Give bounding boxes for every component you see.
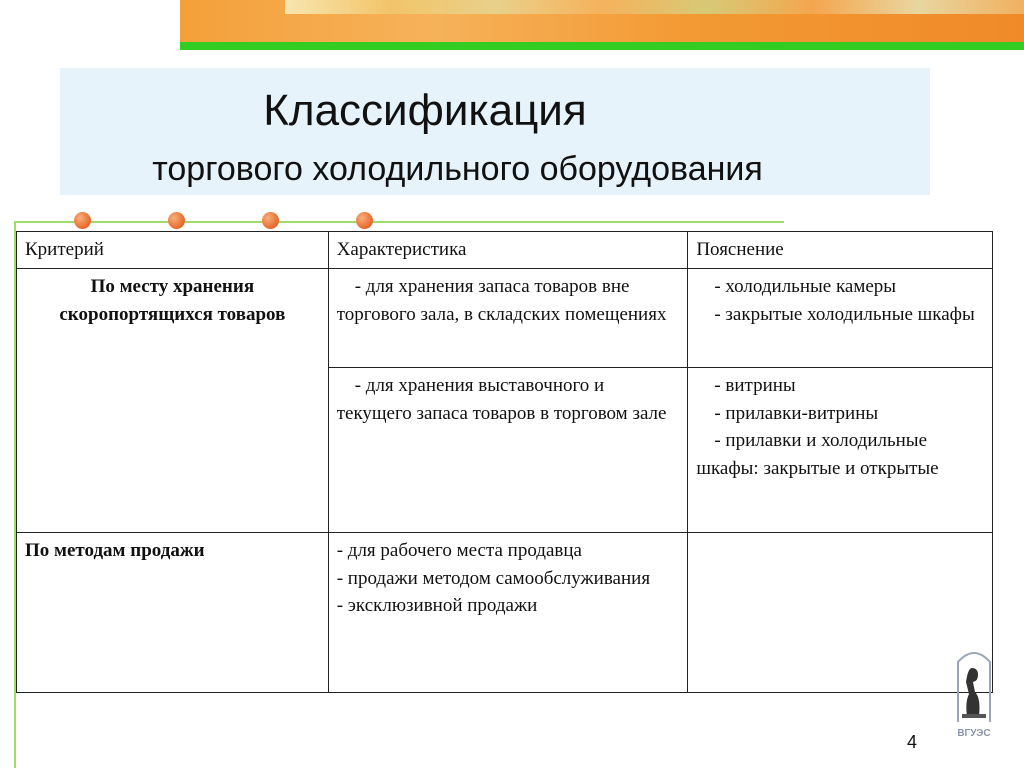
header-characteristic: Характеристика [328,232,688,269]
title-box [60,68,930,195]
table-row [17,533,993,693]
logo-text: ВГУЭС [957,728,991,739]
table-header-row [17,232,993,269]
characteristic-item: - продажи методом самообслуживания [336,567,651,589]
slide-title: Классификация [263,86,587,135]
header-criterion: Критерий [17,232,329,269]
classification-table [16,231,993,693]
criterion-storage-place: По месту хранения скоропортящихся товаров [17,269,329,533]
explanation-cell [688,269,993,368]
university-logo-icon [948,640,1000,740]
explanation-item: - прилавки и холодильные шкафы: закрытые и открытые [696,430,939,479]
green-banner-stripe [180,42,1024,50]
criterion-sales-method: По методам продажи [17,533,329,693]
header-explanation: Пояснение [688,232,993,269]
characteristic-cell [328,533,688,693]
characteristic-cell [328,368,688,533]
decorative-green-line [14,221,784,223]
explanation-cell [688,368,993,533]
slide-subtitle: торгового холодильного оборудования [152,150,763,188]
characteristic-item: - для хранения выставочного и текущего запаса товаров в торговом зале [336,375,667,424]
explanation-item: - витрины [714,375,796,396]
orange-bullet-dot [168,212,185,229]
explanation-item: - прилавки-витрины [714,402,879,424]
orange-bullet-dot [356,212,373,229]
characteristic-item: - для рабочего места продавца [336,540,582,561]
orange-bullet-dot [262,212,279,229]
table-row [17,269,993,368]
orange-bullet-dot [74,212,91,229]
characteristic-cell [328,269,688,368]
explanation-cell-empty [688,533,993,693]
characteristic-item: - для хранения запаса товаров вне торгового зала, в складских помещениях [336,276,667,325]
explanation-item: - закрытые холодильные шкафы [714,303,975,325]
explanation-item: - холодильные камеры [714,276,897,297]
characteristic-item: - эксклюзивной продажи [336,595,538,616]
page-number: 4 [907,732,918,752]
decorative-photo-strip [285,0,1024,14]
